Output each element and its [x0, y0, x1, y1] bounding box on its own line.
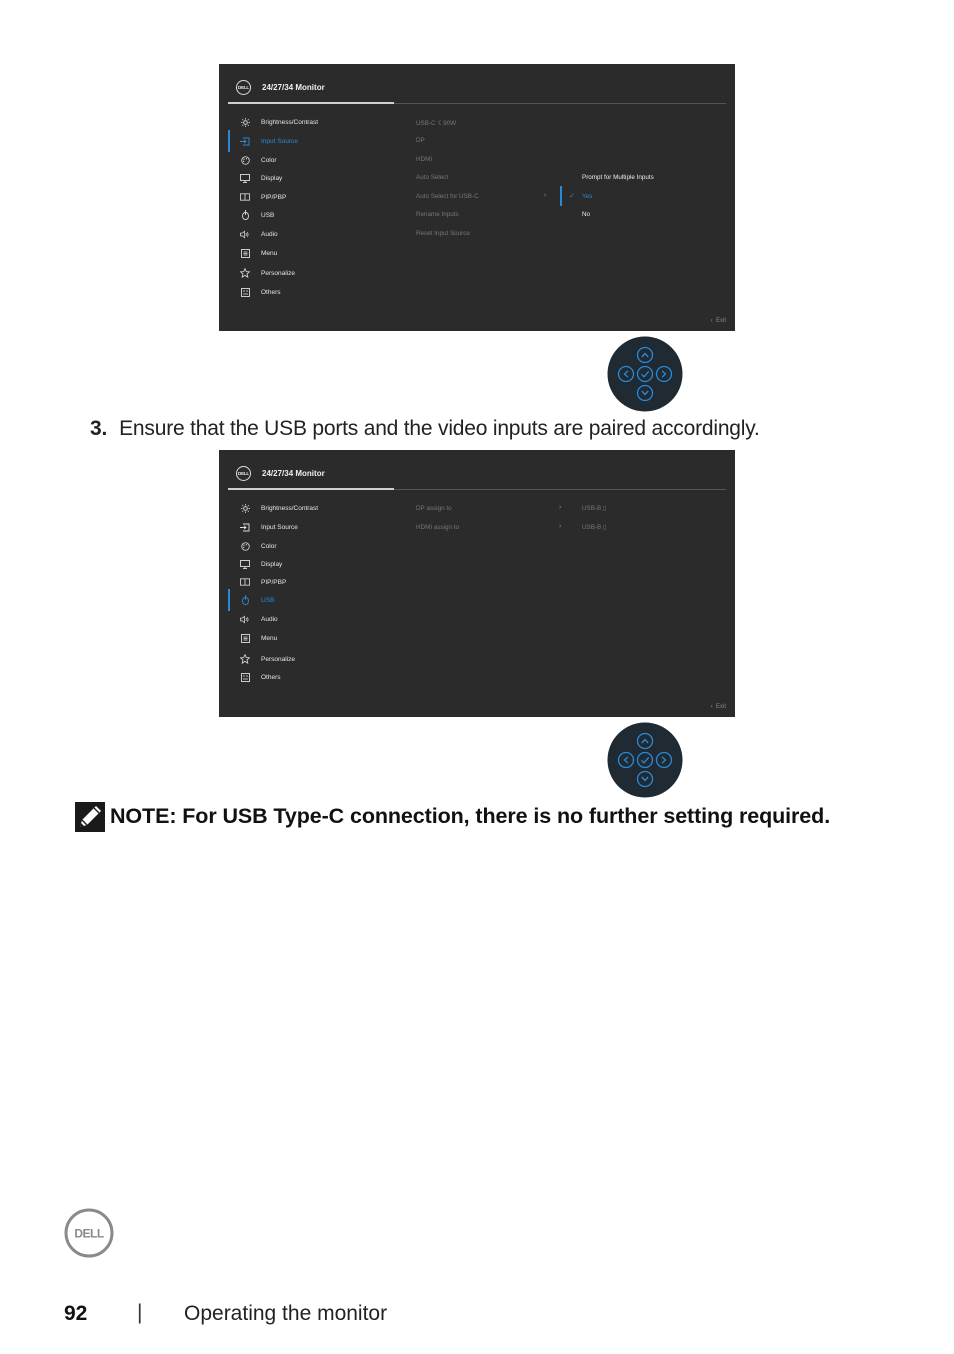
- menu-item-label: Brightness/Contrast: [261, 118, 319, 126]
- chevron-right-icon: ›: [559, 523, 562, 530]
- menu-item-usb[interactable]: [219, 592, 399, 608]
- menu-item-label: Personalize: [261, 655, 295, 663]
- instruction-step: [90, 417, 760, 441]
- osd-divider: [228, 102, 394, 104]
- star-icon: [240, 268, 250, 278]
- menu-item-brightness-contrast[interactable]: [219, 114, 399, 130]
- menu-item-personalize[interactable]: [219, 651, 399, 667]
- menu-item-label: Display: [261, 560, 283, 568]
- joystick-icon: [607, 336, 683, 412]
- chevron-right-icon: ›: [559, 504, 562, 511]
- menu-item-usb[interactable]: [219, 207, 399, 223]
- exit-button[interactable]: ‹ Exit: [710, 318, 726, 324]
- submenu-item-usb-c[interactable]: USB-C ☇ 90W: [416, 120, 457, 127]
- menu-item-label: Others: [261, 288, 281, 296]
- menu-item-label: Input Source: [261, 137, 298, 145]
- menu-item-label: Audio: [261, 230, 278, 238]
- menu-item-display[interactable]: [219, 170, 399, 186]
- dell-logo-icon: [64, 1208, 114, 1258]
- submenu-item-rename-inputs[interactable]: Rename Inputs: [416, 211, 459, 218]
- menu-item-label: PIP/PBP: [261, 193, 287, 201]
- joystick-icon: [607, 722, 683, 798]
- audio-icon: [240, 614, 250, 624]
- menu-item-personalize[interactable]: [219, 265, 399, 281]
- menu-icon: [240, 633, 250, 643]
- submenu-item-dp[interactable]: DP: [416, 137, 425, 144]
- others-icon: [240, 672, 250, 682]
- option-no[interactable]: No: [582, 211, 591, 218]
- menu-item-menu[interactable]: [219, 630, 399, 646]
- menu-item-input-source[interactable]: [219, 519, 399, 535]
- chevron-right-icon: ›: [544, 192, 547, 199]
- osd-screen-input-source: [219, 64, 735, 331]
- menu-item-menu[interactable]: [219, 245, 399, 261]
- menu-item-label: Personalize: [261, 269, 295, 277]
- submenu-item-hdmi-assign[interactable]: HDMI assign to: [416, 524, 460, 531]
- menu-item-others[interactable]: [219, 669, 399, 685]
- dell-logo-icon: DELL: [236, 466, 251, 481]
- menu-item-label: PIP/PBP: [261, 578, 287, 586]
- color-icon: [240, 155, 250, 165]
- menu-item-audio[interactable]: [219, 611, 399, 627]
- step-number: 3.: [90, 417, 108, 440]
- pip-pbp-icon: [240, 192, 250, 202]
- menu-item-color[interactable]: [219, 538, 399, 554]
- menu-item-pip-pbp[interactable]: [219, 189, 399, 205]
- menu-item-label: Menu: [261, 249, 278, 257]
- step-text: Ensure that the USB ports and the video inputs are paired accordingly.: [119, 417, 760, 440]
- display-icon: [240, 559, 250, 569]
- menu-item-label: Brightness/Contrast: [261, 504, 319, 512]
- menu-item-label: Color: [261, 156, 277, 164]
- menu-item-label: Others: [261, 673, 281, 681]
- input-source-icon: [240, 522, 250, 532]
- usb-power-icon: ☇: [437, 120, 442, 127]
- dell-logo-text: DELL: [74, 1226, 104, 1241]
- note-text: NOTE: For USB Type-C connection, there is no further setting required.: [110, 804, 831, 828]
- option-yes[interactable]: Yes: [582, 193, 593, 200]
- note-block: [75, 802, 935, 834]
- brightness-icon: [240, 117, 250, 127]
- menu-item-input-source[interactable]: [219, 133, 399, 149]
- brightness-icon: [240, 503, 250, 513]
- footer-divider: |: [137, 1301, 143, 1324]
- pip-pbp-icon: [240, 577, 250, 587]
- menu-item-brightness-contrast[interactable]: [219, 500, 399, 516]
- chevron-left-icon: ‹: [710, 318, 716, 324]
- menu-item-label: Menu: [261, 634, 278, 642]
- osd-title: 24/27/34 Monitor: [262, 83, 325, 92]
- menu-item-display[interactable]: [219, 556, 399, 572]
- menu-item-label: Audio: [261, 615, 278, 623]
- exit-button[interactable]: ‹ Exit: [710, 704, 726, 710]
- menu-icon: [240, 248, 250, 258]
- others-icon: [240, 287, 250, 297]
- menu-item-label: USB: [261, 211, 275, 219]
- menu-item-pip-pbp[interactable]: [219, 574, 399, 590]
- selection-indicator: [560, 186, 562, 206]
- osd-divider: [394, 489, 726, 490]
- input-source-icon: [240, 136, 250, 146]
- submenu-item-reset-input-source[interactable]: Reset Input Source: [416, 230, 470, 237]
- submenu-item-hdmi[interactable]: HDMI: [416, 156, 433, 163]
- submenu-item-auto-select[interactable]: Auto Select: [416, 174, 449, 181]
- check-icon: ✓: [569, 193, 575, 200]
- option-prompt-multiple-inputs[interactable]: Prompt for Multiple Inputs: [582, 174, 654, 181]
- star-icon: [240, 654, 250, 664]
- dell-logo-icon: DELL: [236, 80, 251, 95]
- menu-item-label: Input Source: [261, 523, 298, 531]
- pencil-note-icon: [75, 802, 105, 832]
- audio-icon: [240, 229, 250, 239]
- osd-title: 24/27/34 Monitor: [262, 469, 325, 478]
- value-usb-b[interactable]: USB-B ▯: [582, 505, 607, 512]
- osd-divider: [228, 488, 394, 490]
- section-title: Operating the monitor: [184, 1302, 388, 1325]
- menu-item-color[interactable]: [219, 152, 399, 168]
- chevron-left-icon: ‹: [710, 704, 716, 710]
- menu-item-audio[interactable]: [219, 226, 399, 242]
- submenu-item-auto-select-usb-c[interactable]: Auto Select for USB-C: [416, 193, 479, 200]
- usb-b-port-icon: ▯: [603, 505, 607, 512]
- osd-screen-usb: [219, 450, 735, 717]
- menu-item-others[interactable]: [219, 284, 399, 300]
- value-usb-b[interactable]: USB-B ▯: [582, 524, 607, 531]
- display-icon: [240, 173, 250, 183]
- usb-b-port-icon: ▯: [603, 524, 607, 531]
- page-number: 92: [64, 1302, 88, 1325]
- menu-item-label: Display: [261, 174, 283, 182]
- submenu-item-dp-assign[interactable]: DP assign to: [416, 505, 452, 512]
- color-icon: [240, 541, 250, 551]
- usb-icon: [240, 595, 250, 605]
- menu-item-label: Color: [261, 542, 277, 550]
- osd-divider: [394, 103, 726, 104]
- menu-item-label: USB: [261, 596, 275, 604]
- usb-icon: [240, 210, 250, 220]
